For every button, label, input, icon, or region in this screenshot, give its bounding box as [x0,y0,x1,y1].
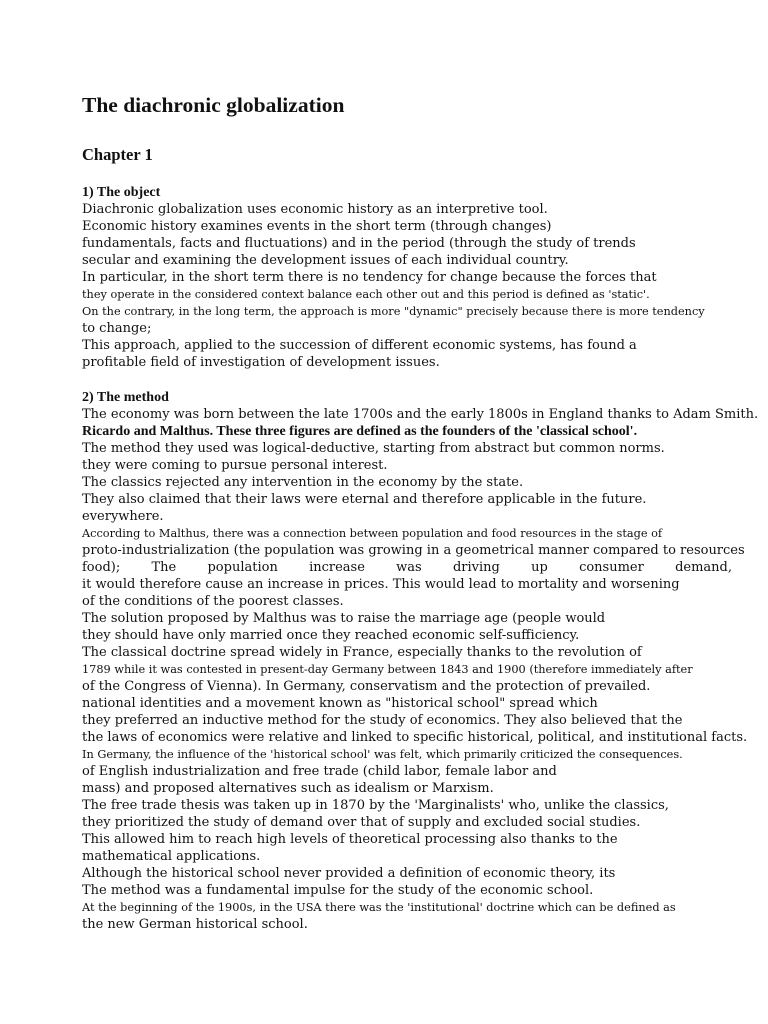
text-line: fundamentals, facts and fluctuations) and in the period (through the study of trends [82,236,636,251]
text-line: profitable field of investigation of development issues. [82,355,440,370]
text-line: they preferred an inductive method for the study of economics. They also believed that the [82,713,683,728]
text-line: The classical doctrine spread widely in France, especially thanks to the revolution of [82,645,642,660]
text-line: of the Congress of Vienna). In Germany, conservatism and the protection of prevailed. [82,679,651,694]
text-line: mass) and proposed alternatives such as idealism or Marxism. [82,781,494,796]
section-method [82,389,768,933]
section-heading: 1) The object [82,185,161,200]
text-line: The method was a fundamental impulse for the study of the economic school. [82,883,594,898]
text-line: they should have only married once they reached economic self-sufficiency. [82,628,580,643]
section-heading: 2) The method [82,390,169,405]
text-line: Although the historical school never provided a definition of economic theory, its [82,866,616,881]
text-line: food); The population increase was driving up consumer demand, [82,560,732,575]
text-line: The solution proposed by Malthus was to raise the marriage age (people would [82,611,606,626]
text-line: the new German historical school. [82,917,308,932]
text-line: The method they used was logical-deductive, starting from abstract but common norms. [82,441,665,456]
text-line: According to Malthus, there was a connection between population and food resources in the stage of [82,527,663,540]
text-line: Diachronic globalization uses economic history as an interpretive tool. [82,202,548,217]
text-line: of English industrialization and free trade (child labor, female labor and [82,764,557,779]
text-line: Economic history examines events in the short term (through changes) [82,219,552,234]
text-line: They also claimed that their laws were eternal and therefore applicable in the future. [82,492,647,507]
text-line: The classics rejected any intervention in the economy by the state. [82,475,524,490]
text-line: This allowed him to reach high levels of theoretical processing also thanks to the [82,832,618,847]
text-line: proto-industrialization (the population was growing in a geometrical manner compared to resources [82,543,745,558]
text-line: secular and examining the development issues of each individual country. [82,253,569,268]
text-line: they prioritized the study of demand over that of supply and excluded social studies. [82,815,641,830]
text-line: At the beginning of the 1900s, in the USA there was the 'institutional' doctrine which can be defined as [82,901,676,914]
text-line: mathematical applications. [82,849,261,864]
text-line: The free trade thesis was taken up in 1870 by the 'Marginalists' who, unlike the classics, [82,798,669,813]
text-line: it would therefore cause an increase in prices. This would lead to mortality and worsening [82,577,680,592]
text-line: of the conditions of the poorest classes. [82,594,344,609]
text-line: the laws of economics were relative and linked to specific historical, political, and institutional facts. [82,730,748,745]
section-object [82,184,768,371]
chapter-heading: Chapter 1 [82,145,153,164]
text-line: national identities and a movement known as "historical school" spread which [82,696,598,711]
text-line: Ricardo and Malthus. These three figures are defined as the founders of the 'classical school'. [82,424,638,439]
text-line: they operate in the considered context balance each other out and this period is defined as 'static'. [82,288,650,301]
text-line: they were coming to pursue personal interest. [82,458,388,473]
text-line: This approach, applied to the succession of different economic systems, has found a [82,338,637,353]
text-line: to change; [82,321,152,336]
text-line: 1789 while it was contested in present-day Germany between 1843 and 1900 (therefore immediately after [82,663,693,676]
text-line: The economy was born between the late 1700s and the early 1800s in England thanks to Adam Smith. [82,407,759,422]
text-line: everywhere. [82,509,164,524]
document-title: The diachronic globalization [82,93,345,117]
text-line: In particular, in the short term there is no tendency for change because the forces that [82,270,657,285]
text-line: On the contrary, in the long term, the approach is more "dynamic" precisely because there is more tendency [82,305,705,318]
text-line: In Germany, the influence of the 'historical school' was felt, which primarily criticized the consequences. [82,748,683,761]
